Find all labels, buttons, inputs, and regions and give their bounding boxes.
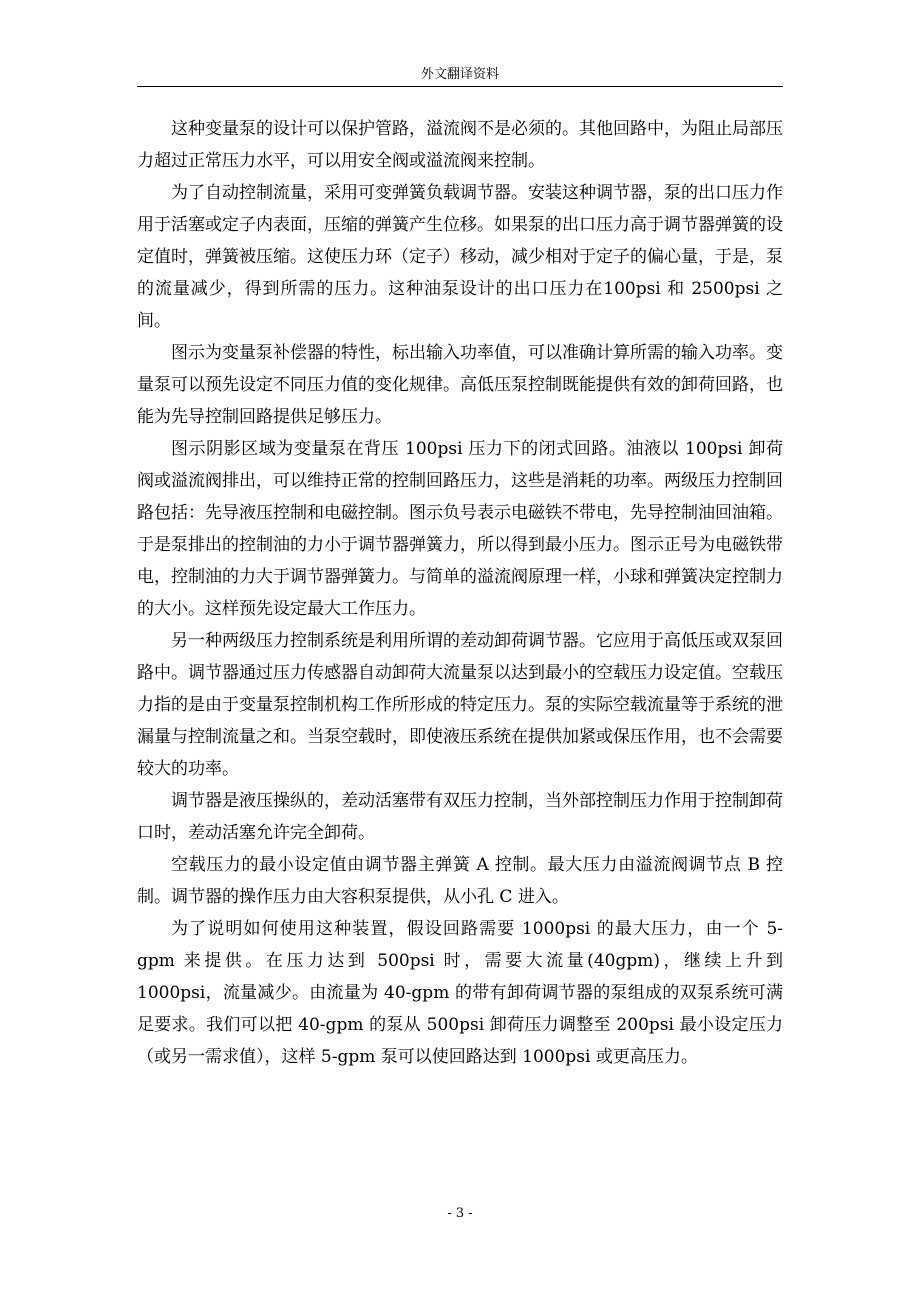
paragraph-5: 另一种两级压力控制系统是利用所谓的差动卸荷调节器。它应用于高低压或双泵回路中。调节器通过压力传感器自动卸荷大流量泵以达到最小的空载压力设定值。空载压力指的是由于变量泵控制机构工作所形成的特定压力。泵的实际空载流量等于系统的泄漏量与控制流量之和。当泵空载时，即使液压系统在提供加紧或保压作用，也不会需要较大的功率。 — [137, 631, 783, 779]
page-header: 外文翻译资料 — [420, 67, 499, 82]
paragraph-3: 图示为变量泵补偿器的特性，标出输入功率值，可以准确计算所需的输入功率。变量泵可以预先设定不同压力值的变化规律。高低压泵控制既能提供有效的卸荷回路，也能为先导控制回路提供足够压力。 — [137, 343, 783, 427]
header-divider — [137, 86, 783, 87]
page-number: - 3 - — [447, 1206, 473, 1221]
paragraph-2: 为了自动控制流量，采用可变弹簧负载调节器。安装这种调节器，泵的出口压力作用于活塞或定子内表面，压缩的弹簧产生位移。如果泵的出口压力高于调节器弹簧的设定值时，弹簧被压缩。这使压力环（定子）移动，减少相对于定子的偏心量，于是，泵的流量减少，得到所需的压力。这种油泵设计的出口压力在100psi 和 2500psi 之间。 — [137, 183, 783, 331]
paragraph-7: 空载压力的最小设定值由调节器主弹簧 A 控制。最大压力由溢流阀调节点 B 控制。调节器的操作压力由大容积泵提供，从小孔 C 进入。 — [137, 855, 783, 907]
document-body — [137, 113, 783, 1073]
paragraph-1: 这种变量泵的设计可以保护管路，溢流阀不是必须的。其他回路中，为阻止局部压力超过正常压力水平，可以用安全阀或溢流阀来控制。 — [137, 119, 783, 171]
paragraph-8: 为了说明如何使用这种装置，假设回路需要 1000psi 的最大压力，由一个 5-gpm 来提供。在压力达到 500psi 时，需要大流量(40gpm)，继续上升到 1000psi，流量减少。由流量为 40-gpm 的带有卸荷调节器的泵组成的双泵系统可满足要求。我们可以把 40-gpm 的泵从 500psi 卸荷压力调整至 200psi 最小设定压力（或另一需求值），这样 5-gpm 泵可以使回路达到 1000psi 或更高压力。 — [137, 919, 783, 1067]
paragraph-6: 调节器是液压操纵的，差动活塞带有双压力控制，当外部控制压力作用于控制卸荷口时，差动活塞允许完全卸荷。 — [137, 791, 783, 843]
paragraph-4: 图示阴影区域为变量泵在背压 100psi 压力下的闭式回路。油液以 100psi 卸荷阀或溢流阀排出，可以维持正常的控制回路压力，这些是消耗的功率。两级压力控制回路包括：先导液压控制和电磁控制。图示负号表示电磁铁不带电，先导控制油回油箱。于是泵排出的控制油的力小于调节器弹簧力，所以得到最小压力。图示正号为电磁铁带电，控制油的力大于调节器弹簧力。与简单的溢流阀原理一样，小球和弹簧决定控制力的大小。这样预先设定最大工作压力。 — [137, 439, 783, 619]
